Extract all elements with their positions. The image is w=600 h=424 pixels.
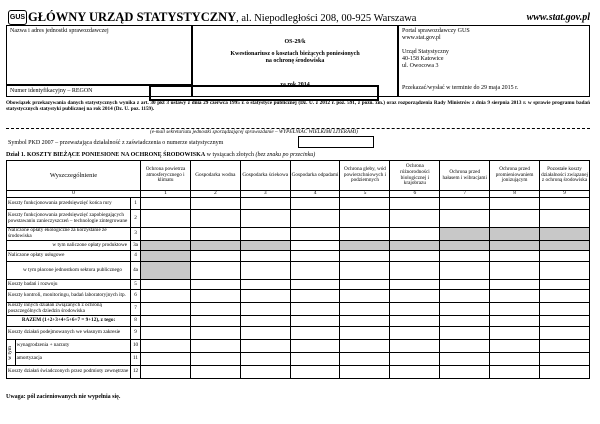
- shaded-cell: [440, 241, 490, 251]
- row-label: Koszty funkcjonowania przedsięwzięć końca rury: [7, 198, 131, 210]
- table-row: [7, 210, 590, 228]
- col-number-8: 8: [490, 191, 540, 198]
- cell-input[interactable]: [440, 210, 490, 228]
- table-row: [7, 251, 590, 262]
- cell-input[interactable]: [540, 303, 590, 316]
- cell-input[interactable]: [141, 327, 191, 340]
- row-label: Koszty kontroli, monitoringu, badań laboratoryjnych itp.: [7, 290, 131, 303]
- recipient-portal-url[interactable]: www.stat.gov.pl: [402, 35, 441, 42]
- cell-input[interactable]: [240, 198, 290, 210]
- cell-input[interactable]: [340, 340, 390, 353]
- row-number: 12: [131, 366, 141, 379]
- cell-input[interactable]: [240, 210, 290, 228]
- email-input[interactable]: [6, 117, 590, 129]
- table-row: [7, 241, 590, 251]
- costs-table: [6, 160, 590, 379]
- cell-input[interactable]: [141, 198, 191, 210]
- col-header-8: Ochrona przed promieniowaniem jonizującym: [490, 161, 540, 191]
- form-code: OS-29/k: [284, 39, 306, 45]
- cell-input[interactable]: [390, 340, 440, 353]
- reporting-unit-label: Nazwa i adres jednostki sprawozdawczej: [10, 28, 109, 34]
- row-number: 1: [131, 198, 141, 210]
- recipient-city: 40-158 Katowice: [402, 55, 444, 62]
- col-header-6: Ochrona różnorodności biologicznej i krajobrazu: [390, 161, 440, 191]
- cell-input[interactable]: [540, 316, 590, 327]
- table-row: [7, 340, 590, 353]
- row-label: Koszty innych działań związanych z ochroną poszczególnych dziedzin środowiska: [7, 303, 131, 316]
- institution-address: , al. Niepodległości 208, 00-925 Warszawa: [236, 13, 417, 24]
- form-title-line1: Kwestionariusz o kosztach bieżących poniesionych: [230, 51, 360, 57]
- cell-input[interactable]: [240, 251, 290, 262]
- cell-input[interactable]: [240, 340, 290, 353]
- cell-input[interactable]: [340, 327, 390, 340]
- cell-input[interactable]: [240, 303, 290, 316]
- form-year: za rok 2014: [280, 82, 310, 88]
- table-row: [7, 290, 590, 303]
- cell-input[interactable]: [240, 228, 290, 241]
- cell-input[interactable]: [490, 262, 540, 280]
- cell-input[interactable]: [440, 366, 490, 379]
- row-number: 4a: [131, 262, 141, 280]
- shaded-cell: [490, 228, 540, 241]
- cell-input[interactable]: [390, 251, 440, 262]
- col-number-3: 3: [240, 191, 290, 198]
- footer-note: Uwaga: pól zacieniowanych nie wypełnia się.: [6, 394, 121, 400]
- cell-input[interactable]: [490, 251, 540, 262]
- header-title: [28, 10, 416, 25]
- cell-input[interactable]: [440, 262, 490, 280]
- col-header-2: Gospodarka wodna: [190, 161, 240, 191]
- section-unit-note: (bez znaku po przecinku): [253, 152, 316, 158]
- cell-input[interactable]: [190, 290, 240, 303]
- row-number: 6: [131, 290, 141, 303]
- row-number: 2: [131, 210, 141, 228]
- cell-input[interactable]: [440, 280, 490, 290]
- cell-input[interactable]: [141, 316, 191, 327]
- cell-input[interactable]: [340, 228, 390, 241]
- gus-logo: GUS: [8, 10, 27, 25]
- row-number: 10: [131, 340, 141, 353]
- recipient-street: ul. Owocowa 3: [402, 63, 439, 70]
- cell-input[interactable]: [440, 316, 490, 327]
- cell-input[interactable]: [540, 262, 590, 280]
- row-number: 7: [131, 303, 141, 316]
- cell-input[interactable]: [440, 327, 490, 340]
- cell-input[interactable]: [490, 280, 540, 290]
- shaded-cell: [141, 241, 191, 251]
- cell-input[interactable]: [290, 262, 340, 280]
- table-row: [7, 366, 590, 379]
- cell-input[interactable]: [390, 290, 440, 303]
- form-title-box: [192, 25, 398, 97]
- cell-input[interactable]: [190, 340, 240, 353]
- shaded-cell: [190, 241, 240, 251]
- column-number-row: [7, 191, 590, 198]
- cell-input[interactable]: [290, 316, 340, 327]
- recipient-box: [398, 25, 590, 97]
- cell-input[interactable]: [290, 327, 340, 340]
- cell-input[interactable]: [141, 228, 191, 241]
- spec-header: Wyszczególnienie: [7, 161, 141, 191]
- cell-input[interactable]: [141, 280, 191, 290]
- cell-input[interactable]: [540, 340, 590, 353]
- shaded-cell: [490, 241, 540, 251]
- cell-input[interactable]: [290, 366, 340, 379]
- cell-input[interactable]: [490, 210, 540, 228]
- cell-input[interactable]: [190, 280, 240, 290]
- cell-input[interactable]: [190, 210, 240, 228]
- cell-input[interactable]: [390, 228, 440, 241]
- cell-input[interactable]: [340, 262, 390, 280]
- cell-input[interactable]: [440, 251, 490, 262]
- shaded-cell: [540, 241, 590, 251]
- col-header-7: Ochrona przed hałasem i wibracjami: [440, 161, 490, 191]
- col-header-1: Ochrona powietrza atmosferycznego i klimatu: [141, 161, 191, 191]
- reporting-unit-box[interactable]: [6, 25, 192, 85]
- col-number-5: 5: [340, 191, 390, 198]
- row-label: Koszty badań i rozwoju: [7, 280, 131, 290]
- table-row: [7, 280, 590, 290]
- cell-input[interactable]: [390, 316, 440, 327]
- cell-input[interactable]: [390, 327, 440, 340]
- cell-input[interactable]: [141, 290, 191, 303]
- row-number: 3: [131, 228, 141, 241]
- row-number: 4: [131, 251, 141, 262]
- row-label: Koszty funkcjonowania przedsięwzięć zapobiegających powstawaniu zanieczyszczeń – technologie zintegrowane: [7, 210, 131, 228]
- table-row: [7, 353, 590, 366]
- cell-input[interactable]: [340, 303, 390, 316]
- recipient-portal: Portal sprawozdawczy GUS: [402, 28, 470, 34]
- col-number-6: 6: [390, 191, 440, 198]
- cell-input[interactable]: [390, 303, 440, 316]
- col-number-1: 1: [141, 191, 191, 198]
- col-header-5: Ochrona gleby, wód powierzchniowych i podziemnych: [340, 161, 390, 191]
- cell-input[interactable]: [340, 290, 390, 303]
- cell-input[interactable]: [340, 198, 390, 210]
- cell-input[interactable]: [390, 198, 440, 210]
- shaded-cell: [340, 241, 390, 251]
- cell-input[interactable]: [540, 210, 590, 228]
- cell-input[interactable]: [490, 303, 540, 316]
- row-label: Naliczone opłaty usługowe: [7, 251, 131, 262]
- table-header-row: [7, 161, 590, 191]
- col-header-9: Pozostałe koszty działalności związanej z ochroną środowiska: [540, 161, 590, 191]
- cell-input[interactable]: [240, 366, 290, 379]
- cell-input[interactable]: [540, 353, 590, 366]
- shaded-cell: [141, 251, 191, 262]
- table-row: [7, 198, 590, 210]
- cell-input[interactable]: [190, 303, 240, 316]
- table-row: [7, 303, 590, 316]
- table-row: [7, 327, 590, 340]
- cell-input[interactable]: [490, 198, 540, 210]
- email-note: (e-mail sekretariatu jednostki sporządzającej sprawozdanie – WYPEŁNIAĆ WIELKIMI LITERAMI): [150, 129, 358, 135]
- group-label: w tym: [7, 345, 13, 360]
- cell-input[interactable]: [390, 366, 440, 379]
- cell-input[interactable]: [190, 327, 240, 340]
- shaded-cell: [141, 262, 191, 280]
- shaded-cell: [240, 241, 290, 251]
- cell-input[interactable]: [290, 241, 340, 251]
- institution-name: GŁÓWNY URZĄD STATYSTYCZNY: [28, 10, 237, 24]
- group-label-cell: [7, 340, 16, 366]
- cell-input[interactable]: [340, 210, 390, 228]
- cell-input[interactable]: [440, 340, 490, 353]
- cell-input[interactable]: [390, 280, 440, 290]
- cell-input[interactable]: [240, 316, 290, 327]
- row-label: w tym naliczone opłaty produktowe: [7, 241, 131, 251]
- cell-input[interactable]: [340, 251, 390, 262]
- cell-input[interactable]: [190, 353, 240, 366]
- cell-input[interactable]: [340, 316, 390, 327]
- cell-input[interactable]: [141, 303, 191, 316]
- cell-input[interactable]: [240, 290, 290, 303]
- regon-label: Numer identyfikacyjny – REGON: [10, 88, 93, 94]
- cell-input[interactable]: [490, 290, 540, 303]
- col-header-3: Gospodarka ściekowa: [240, 161, 290, 191]
- cell-input[interactable]: [290, 280, 340, 290]
- cell-input[interactable]: [190, 366, 240, 379]
- cell-input[interactable]: [490, 353, 540, 366]
- cell-input[interactable]: [141, 366, 191, 379]
- cell-input[interactable]: [540, 280, 590, 290]
- section-title: [6, 152, 315, 159]
- cell-input[interactable]: [141, 353, 191, 366]
- deadline-text: Przekazać/wysłać w terminie do 29 maja 2015 r.: [402, 85, 519, 91]
- row-number: 8: [131, 316, 141, 327]
- cell-input[interactable]: [490, 327, 540, 340]
- col-number-0: 0: [7, 191, 141, 198]
- cell-input[interactable]: [340, 353, 390, 366]
- cell-input[interactable]: [290, 303, 340, 316]
- cell-input[interactable]: [540, 198, 590, 210]
- cell-input[interactable]: [440, 198, 490, 210]
- table-row: [7, 228, 590, 241]
- cell-input[interactable]: [240, 280, 290, 290]
- cell-input[interactable]: [540, 366, 590, 379]
- cell-input[interactable]: [540, 327, 590, 340]
- row-number: 3a: [131, 241, 141, 251]
- row-label: wynagrodzenia + narzuty: [15, 340, 130, 353]
- cell-input[interactable]: [490, 340, 540, 353]
- col-number-7: 7: [440, 191, 490, 198]
- pkd-label: Symbol PKD 2007 – przeważająca działalność z zaświadczenia o numerze statystycznym: [8, 140, 224, 146]
- row-number: 5: [131, 280, 141, 290]
- row-number: 9: [131, 327, 141, 340]
- row-label: RAZEM (1+2+3+4+5+6+7 = 9+12), z tego:: [7, 316, 131, 327]
- cell-input[interactable]: [440, 353, 490, 366]
- cell-input[interactable]: [540, 290, 590, 303]
- recipient-office: Urząd Statystyczny: [402, 48, 449, 55]
- cell-input[interactable]: [290, 228, 340, 241]
- cell-input[interactable]: [290, 198, 340, 210]
- section-name: Dział 1. KOSZTY BIEŻĄCE PONIESIONE NA OCHRONĘ ŚRODOWISKA: [6, 152, 206, 158]
- cell-input[interactable]: [490, 316, 540, 327]
- cell-input[interactable]: [190, 251, 240, 262]
- cell-input[interactable]: [240, 262, 290, 280]
- cell-input[interactable]: [190, 262, 240, 280]
- cell-input[interactable]: [190, 198, 240, 210]
- table-row: [7, 316, 590, 327]
- form-title-line2: na ochronę środowiska: [265, 58, 325, 64]
- section-unit: w tysiącach złotych: [205, 152, 254, 158]
- cell-input[interactable]: [240, 353, 290, 366]
- cell-input[interactable]: [490, 366, 540, 379]
- cell-input[interactable]: [290, 340, 340, 353]
- cell-input[interactable]: [290, 290, 340, 303]
- shaded-cell: [540, 228, 590, 241]
- cell-input[interactable]: [390, 353, 440, 366]
- shaded-cell: [440, 228, 490, 241]
- row-label: Naliczone opłaty ekologiczne za korzystanie ze środowiska: [7, 228, 131, 241]
- row-label: Koszty działań podejmowanych we własnym zakresie: [7, 327, 131, 340]
- cell-input[interactable]: [190, 316, 240, 327]
- cell-input[interactable]: [240, 327, 290, 340]
- cell-input[interactable]: [390, 262, 440, 280]
- cell-input[interactable]: [540, 251, 590, 262]
- row-label: amortyzacja: [15, 353, 130, 366]
- row-label: w tym płacone jednostkom sektora publicznego: [7, 262, 131, 280]
- col-number-4: 4: [290, 191, 340, 198]
- row-number: 11: [131, 353, 141, 366]
- cell-input[interactable]: [440, 290, 490, 303]
- pkd-input[interactable]: [298, 136, 374, 148]
- cell-input[interactable]: [290, 251, 340, 262]
- cell-input[interactable]: [141, 210, 191, 228]
- cell-input[interactable]: [440, 303, 490, 316]
- cell-input[interactable]: [141, 340, 191, 353]
- cell-input[interactable]: [290, 210, 340, 228]
- cell-input[interactable]: [390, 210, 440, 228]
- shaded-cell: [390, 241, 440, 251]
- cell-input[interactable]: [290, 353, 340, 366]
- website-link[interactable]: www.stat.gov.pl: [526, 12, 590, 23]
- row-label: Koszty działań świadczonych przez podmioty zewnętrzne: [7, 366, 131, 379]
- cell-input[interactable]: [340, 280, 390, 290]
- legal-note: Obowiązek przekazywania danych statystycznych wynika z art. 30 pkt 3 ustawy z dnia 29 czerwca 1995 r. o statystyce publicznej (Dz. U. z 2012 r. poz. 591, z późn. zm.) oraz rozporządzenia Rady Ministrów z dnia 9 sierpnia 2013 r. w sprawie programu badań statystycznych statystyki publicznej na rok 2014 (Dz. U. poz. 1159).: [6, 100, 590, 113]
- cell-input[interactable]: [340, 366, 390, 379]
- col-header-4: Gospodarka odpadami: [290, 161, 340, 191]
- col-number-9: 9: [540, 191, 590, 198]
- cell-input[interactable]: [190, 228, 240, 241]
- col-number-2: 2: [190, 191, 240, 198]
- table-row: [7, 262, 590, 280]
